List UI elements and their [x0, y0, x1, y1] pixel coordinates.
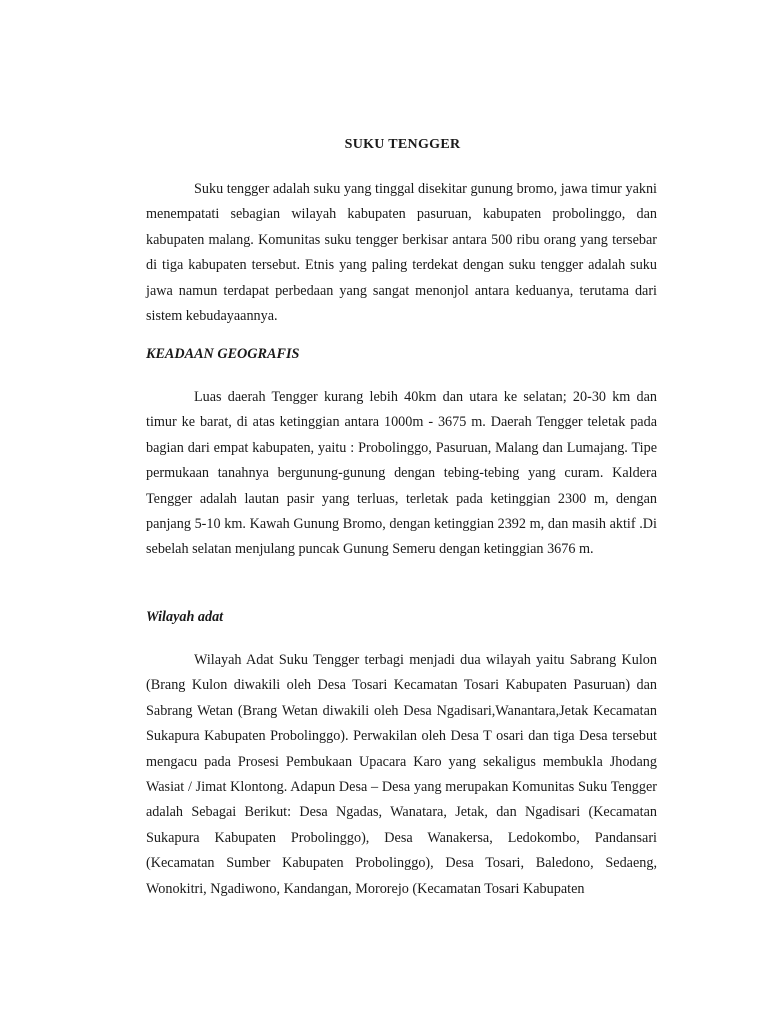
document-title: SUKU TENGGER [344, 137, 461, 152]
wilayah-adat-paragraph: Wilayah Adat Suku Tengger terbagi menjadi dua wilayah yaitu Sabrang Kulon (Brang Kulon diwakili oleh Desa Tosari Kecamatan Tosari Kabupaten Pasuruan) dan Sabrang Wetan (Brang Wetan diwakili oleh Desa Ngadisari,Wanantara,Jetak Kecamatan Sukapura Kabupaten Probolinggo). Perwakilan oleh Desa T osari dan tiga Desa tersebut mengacu pada Prosesi Pembukaan Upacara Karo yang sekaligus membukla Jhodang Wasiat / Jimat Klontong. Adapun Desa – Desa yang merupakan Komunitas Suku Tengger adalah Sebagai Berikut: Desa Ngadas, Wanatara, Jetak, dan Ngadisari (Kecamatan Sukapura Kabupaten Probolinggo), Desa Wanakersa, Ledokombo, Pandansari (Kecamatan Sumber Kabupaten Probolinggo), Desa Tosari, Baledono, Sedaeng, Wonokitri, Ngadiwono, Kandangan, Mororejo (Kecamatan Tosari Kabupaten [146, 652, 657, 897]
section-heading-wilayah-adat: Wilayah adat [146, 609, 224, 625]
geografis-paragraph: Luas daerah Tengger kurang lebih 40km dan utara ke selatan; 20-30 km dan timur ke barat, di atas ketinggian antara 1000m - 3675 m. Daerah Tengger teletak pada bagian dari empat kabupaten, yaitu : Probolinggo, Pasuruan, Malang dan Lumajang. Tipe permukaan tanahnya bergunung-gunung dengan tebing-tebing yang curam. Kaldera Tengger adalah lautan pasir yang terluas, terletak pada ketinggian 2300 m, dengan panjang 5-10 km. Kawah Gunung Bromo, dengan ketinggian 2392 m, dan masih aktif .Di sebelah selatan menjulang puncak Gunung Semeru dengan ketinggian 3676 m. [146, 389, 657, 558]
intro-paragraph: Suku tengger adalah suku yang tinggal disekitar gunung bromo, jawa timur yakni menempatati sebagian wilayah kabupaten pasuruan, kabupaten probolinggo, dan kabupaten malang. Komunitas suku tengger berkisar antara 500 ribu orang yang tersebar di tiga kabupaten tersebut. Etnis yang paling terdekat dengan suku tengger adalah suku jawa namun terdapat perbedaan yang sangat menonjol antara keduanya, terutama dari sistem kebudayaannya. [146, 181, 657, 325]
section-heading-geografis: KEADAAN GEOGRAFIS [146, 346, 300, 362]
